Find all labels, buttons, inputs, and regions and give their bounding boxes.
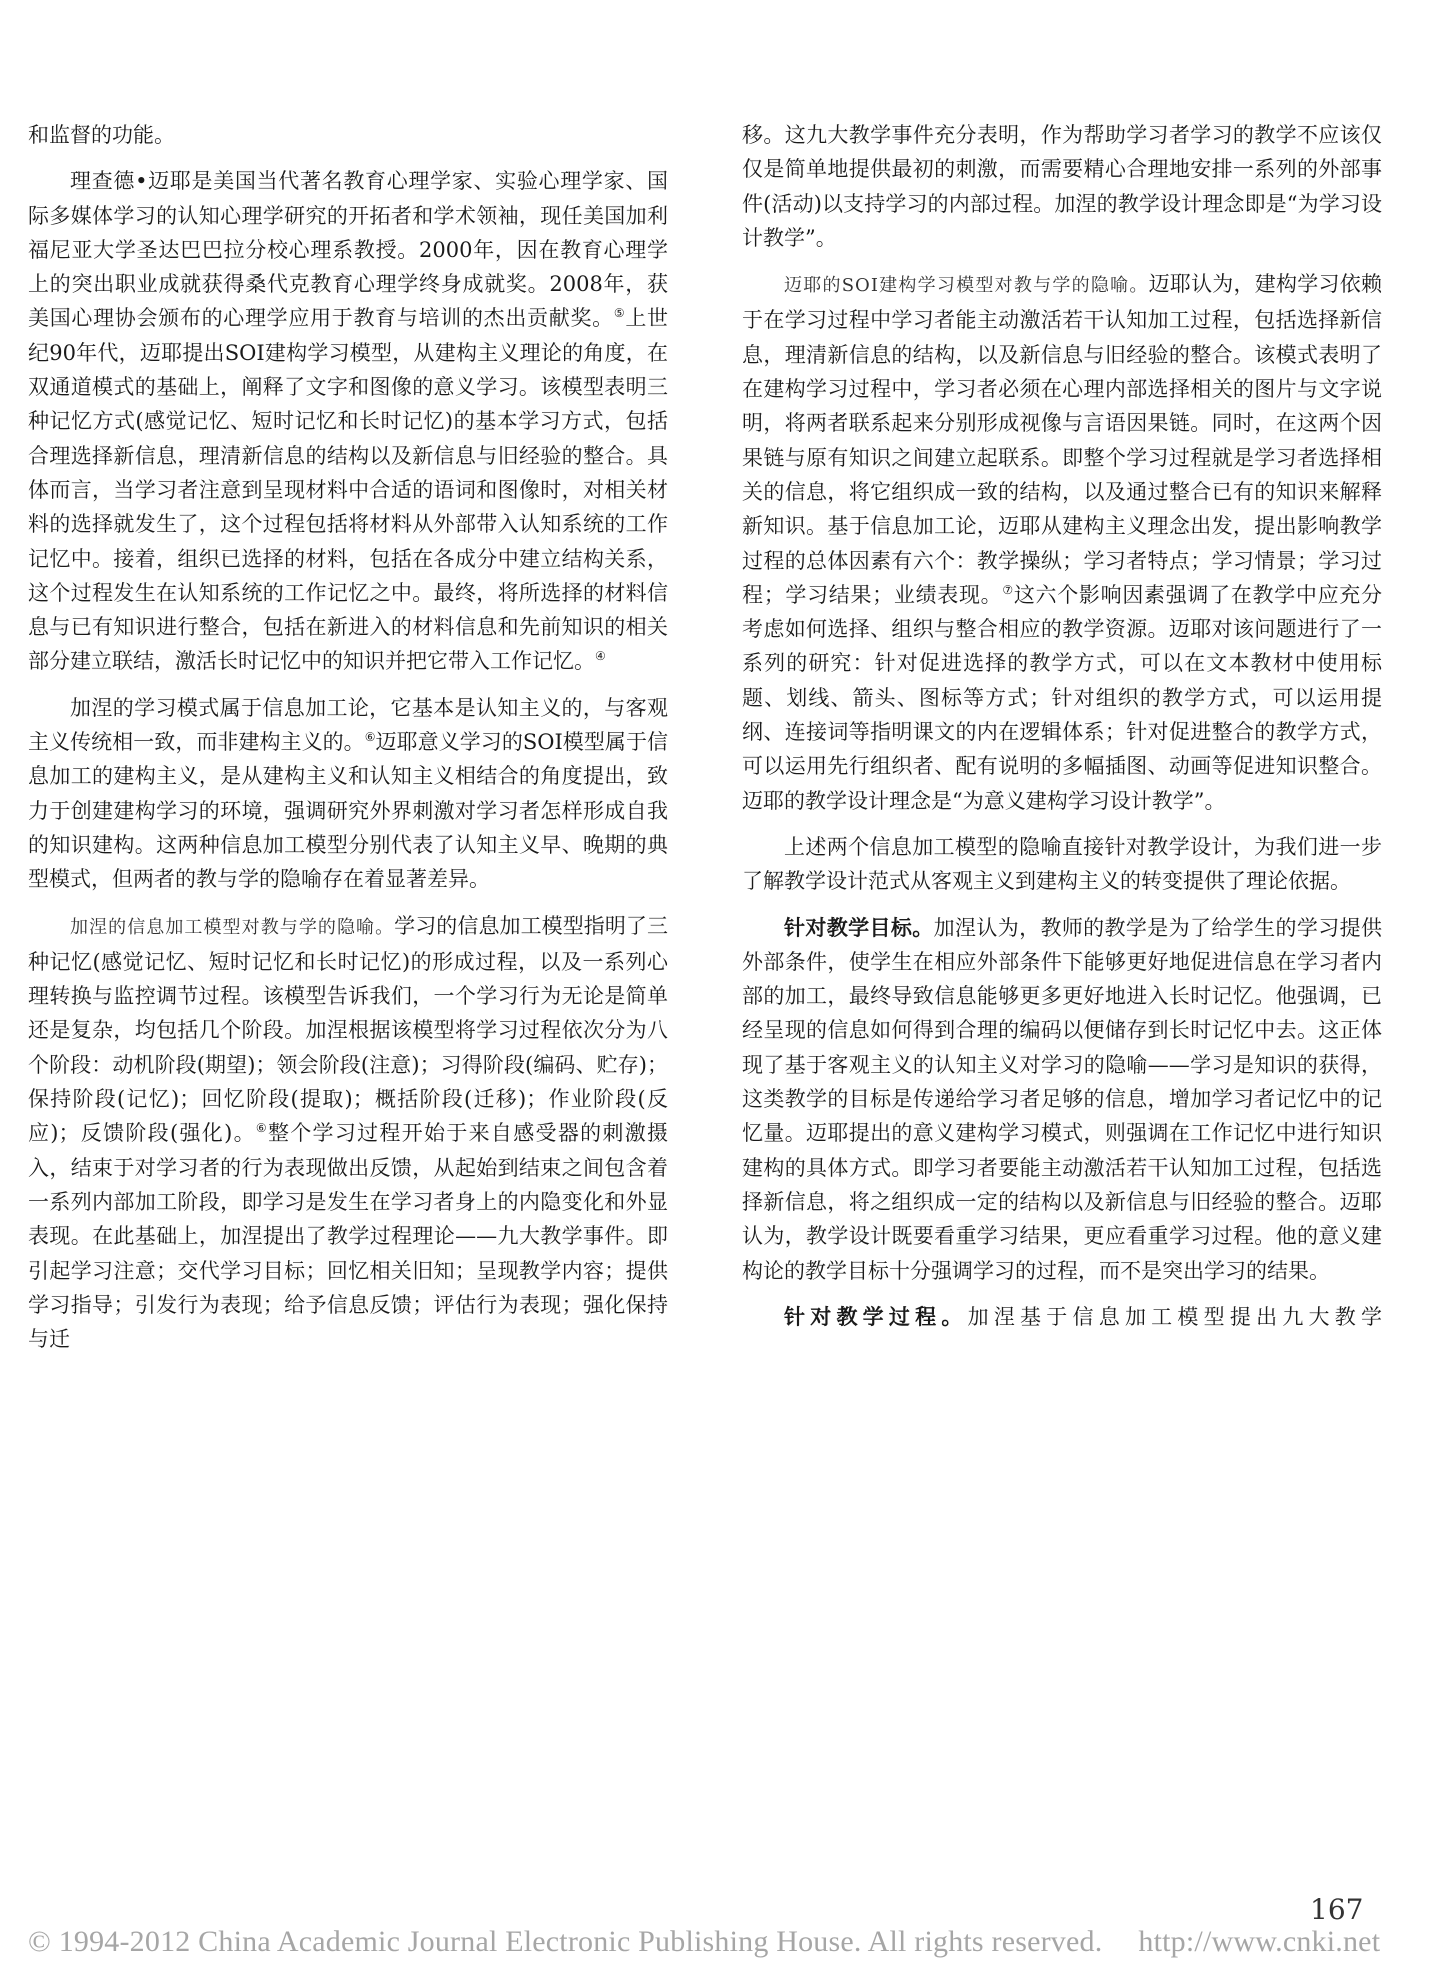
- footnote-marker[interactable]: ⑥: [364, 730, 376, 745]
- left-column: [28, 118, 668, 1356]
- footer: [28, 1925, 1418, 1959]
- paragraph: 和监督的功能。: [28, 123, 175, 147]
- footnote-marker[interactable]: ⑦: [1002, 582, 1014, 597]
- page-number: 167: [1310, 1893, 1364, 1926]
- right-column: [742, 118, 1382, 1334]
- copyright-text: © 1994-2012 China Academic Journal Electronic Publishing House. All rights reserved.: [28, 1925, 1103, 1958]
- paragraph: 加涅的学习模式属于信息加工论，它基本是认知主义的，与客观主义传统相一致，而非建构主义的。⑥迈耶意义学习的SOI模型属于信息加工的建构主义，是从建构主义和认知主义相结合的角度提出，致力于创建建构学习的环境，强调研究外界刺激对学习者怎样形成自我的知识建构。这两种信息加工模型分别代表了认知主义早、晚期的典型模式，但两者的教与学的隐喻存在着显著差异。: [28, 695, 668, 892]
- section-heading: 加涅的信息加工模型对教与学的隐喻。: [70, 916, 395, 938]
- paragraph: 迈耶的SOI建构学习模型对教与学的隐喻。迈耶认为，建构学习依赖于在学习过程中学习者能主动激活若干认知加工过程，包括选择新信息，理清新信息的结构，以及新信息与旧经验的整合。该模式表明了在建构学习过程中，学习者必须在心理内部选择相关的图片与文字说明，将两者联系起来分别形成视像与言语因果链。同时，在这两个因果链与原有知识之间建立起联系。即整个学习过程就是学习者选择相关的信息，将它组织成一致的结构，以及通过整合已有的知识来解释新知识。基于信息加工论，迈耶从建构主义理念出发，提出影响教学过程的总体因素有六个：教学操纵；学习者特点；学习情景；学习过程；学习结果；业绩表现。⑦这六个影响因素强调了在教学中应充分考虑如何选择、组织与整合相应的教学资源。迈耶对该问题进行了一系列的研究：针对促进选择的教学方式，可以在文本教材中使用标题、划线、箭头、图标等方式；针对组织的教学方式，可以运用提纲、连接词等指明课文的内在逻辑体系；针对促进整合的教学方式，可以运用先行组织者、配有说明的多幅插图、动画等促进知识整合。迈耶的教学设计理念是“为意义建构学习设计教学”。: [742, 272, 1383, 813]
- footnote-marker[interactable]: ④: [595, 649, 606, 664]
- section-heading: 针对教学目标。: [784, 914, 934, 940]
- section-heading: 迈耶的SOI建构学习模型对教与学的隐喻。: [784, 275, 1149, 297]
- paragraph: 针对教学目标。加涅认为，教师的教学是为了给学生的学习提供外部条件，使学生在相应外部条件下能够更好地促进信息在学习者内部的加工，最终导致信息能够更多更好地进入长时记忆。他强调，已经呈现的信息如何得到合理的编码以便储存到长时记忆中去。这正体现了基于客观主义的认知主义对学习的隐喻——学习是知识的获得，这类教学的目标是传递给学习者足够的信息，增加学习者记忆中的记忆量。迈耶提出的意义建构学习模式，则强调在工作记忆中进行知识建构的具体方式。即学习者要能主动激活若干认知加工过程，包括选择新信息，将之组织成一定的结构以及新信息与旧经验的整合。迈耶认为，教学设计既要看重学习结果，更应看重学习过程。他的意义建构论的教学目标十分强调学习的过程，而不是突出学习的结果。: [742, 914, 1382, 1283]
- footnote-marker[interactable]: ⑥: [255, 1121, 268, 1136]
- paragraph: 理查德•迈耶是美国当代著名教育心理学家、实验心理学家、国际多媒体学习的认知心理学研究的开拓者和学术领袖，现任美国加利福尼亚大学圣达巴巴拉分校心理系教授。2000年，因在教育心理学上的突出职业成就获得桑代克教育心理学终身成就奖。2008年，获美国心理协会颁布的心理学应用于教育与培训的杰出贡献奖。⑤上世纪90年代，迈耶提出SOI建构学习模型，从建构主义理论的角度，在双通道模式的基础上，阐释了文字和图像的意义学习。该模型表明三种记忆方式(感觉记忆、短时记忆和长时记忆)的基本学习方式，包括合理选择新信息，理清新信息的结构以及新信息与旧经验的整合。具体而言，当学习者注意到呈现材料中合适的语词和图像时，对相关材料的选择就发生了，这个过程包括将材料从外部带入认知系统的工作记忆中。接着，组织已选择的材料，包括在各成分中建立结构关系，这个过程发生在认知系统的工作记忆之中。最终，将所选择的材料信息与已有知识进行整合，包括在新进入的材料信息和先前知识的相关部分建立联结，激活长时记忆中的知识并把它带入工作记忆。④: [28, 169, 669, 674]
- section-heading: 针对教学过程。: [784, 1303, 968, 1329]
- paragraph: 移。这九大教学事件充分表明，作为帮助学习者学习的教学不应该仅仅是简单地提供最初的刺激，而需要精心合理地安排一系列的外部事件(活动)以支持学习的内部过程。加涅的教学设计理念即是“为学习设计教学”。: [742, 123, 1382, 250]
- paragraph: 加涅的信息加工模型对教与学的隐喻。学习的信息加工模型指明了三种记忆(感觉记忆、短时记忆和长时记忆)的形成过程，以及一系列心理转换与监控调节过程。该模型告诉我们，一个学习行为无论是简单还是复杂，均包括几个阶段。加涅根据该模型将学习过程依次分为八个阶段：动机阶段(期望)；领会阶段(注意)；习得阶段(编码、贮存)；保持阶段(记忆)；回忆阶段(提取)；概括阶段(迁移)；作业阶段(反应)；反馈阶段(强化)。⑥整个学习过程开始于来自感受器的刺激摄入，结束于对学习者的行为表现做出反馈，从起始到结束之间包含着一系列内部加工阶段，即学习是发生在学习者身上的内隐变化和外显表现。在此基础上，加涅提出了教学过程理论——九大教学事件。即引起学习注意；交代学习目标；回忆相关旧知；呈现教学内容；提供学习指导；引发行为表现；给予信息反馈；评估行为表现；强化保持与迁: [28, 913, 669, 1352]
- paragraph: 上述两个信息加工模型的隐喻直接针对教学设计，为我们进一步了解教学设计范式从客观主义到建构主义的转变提供了理论依据。: [742, 834, 1382, 894]
- footnote-marker[interactable]: ⑤: [613, 306, 626, 321]
- paragraph: 针对教学过程。加涅基于信息加工模型提出九大教学: [784, 1303, 1382, 1329]
- footer-url-link[interactable]: http://www.cnki.net: [1138, 1925, 1381, 1958]
